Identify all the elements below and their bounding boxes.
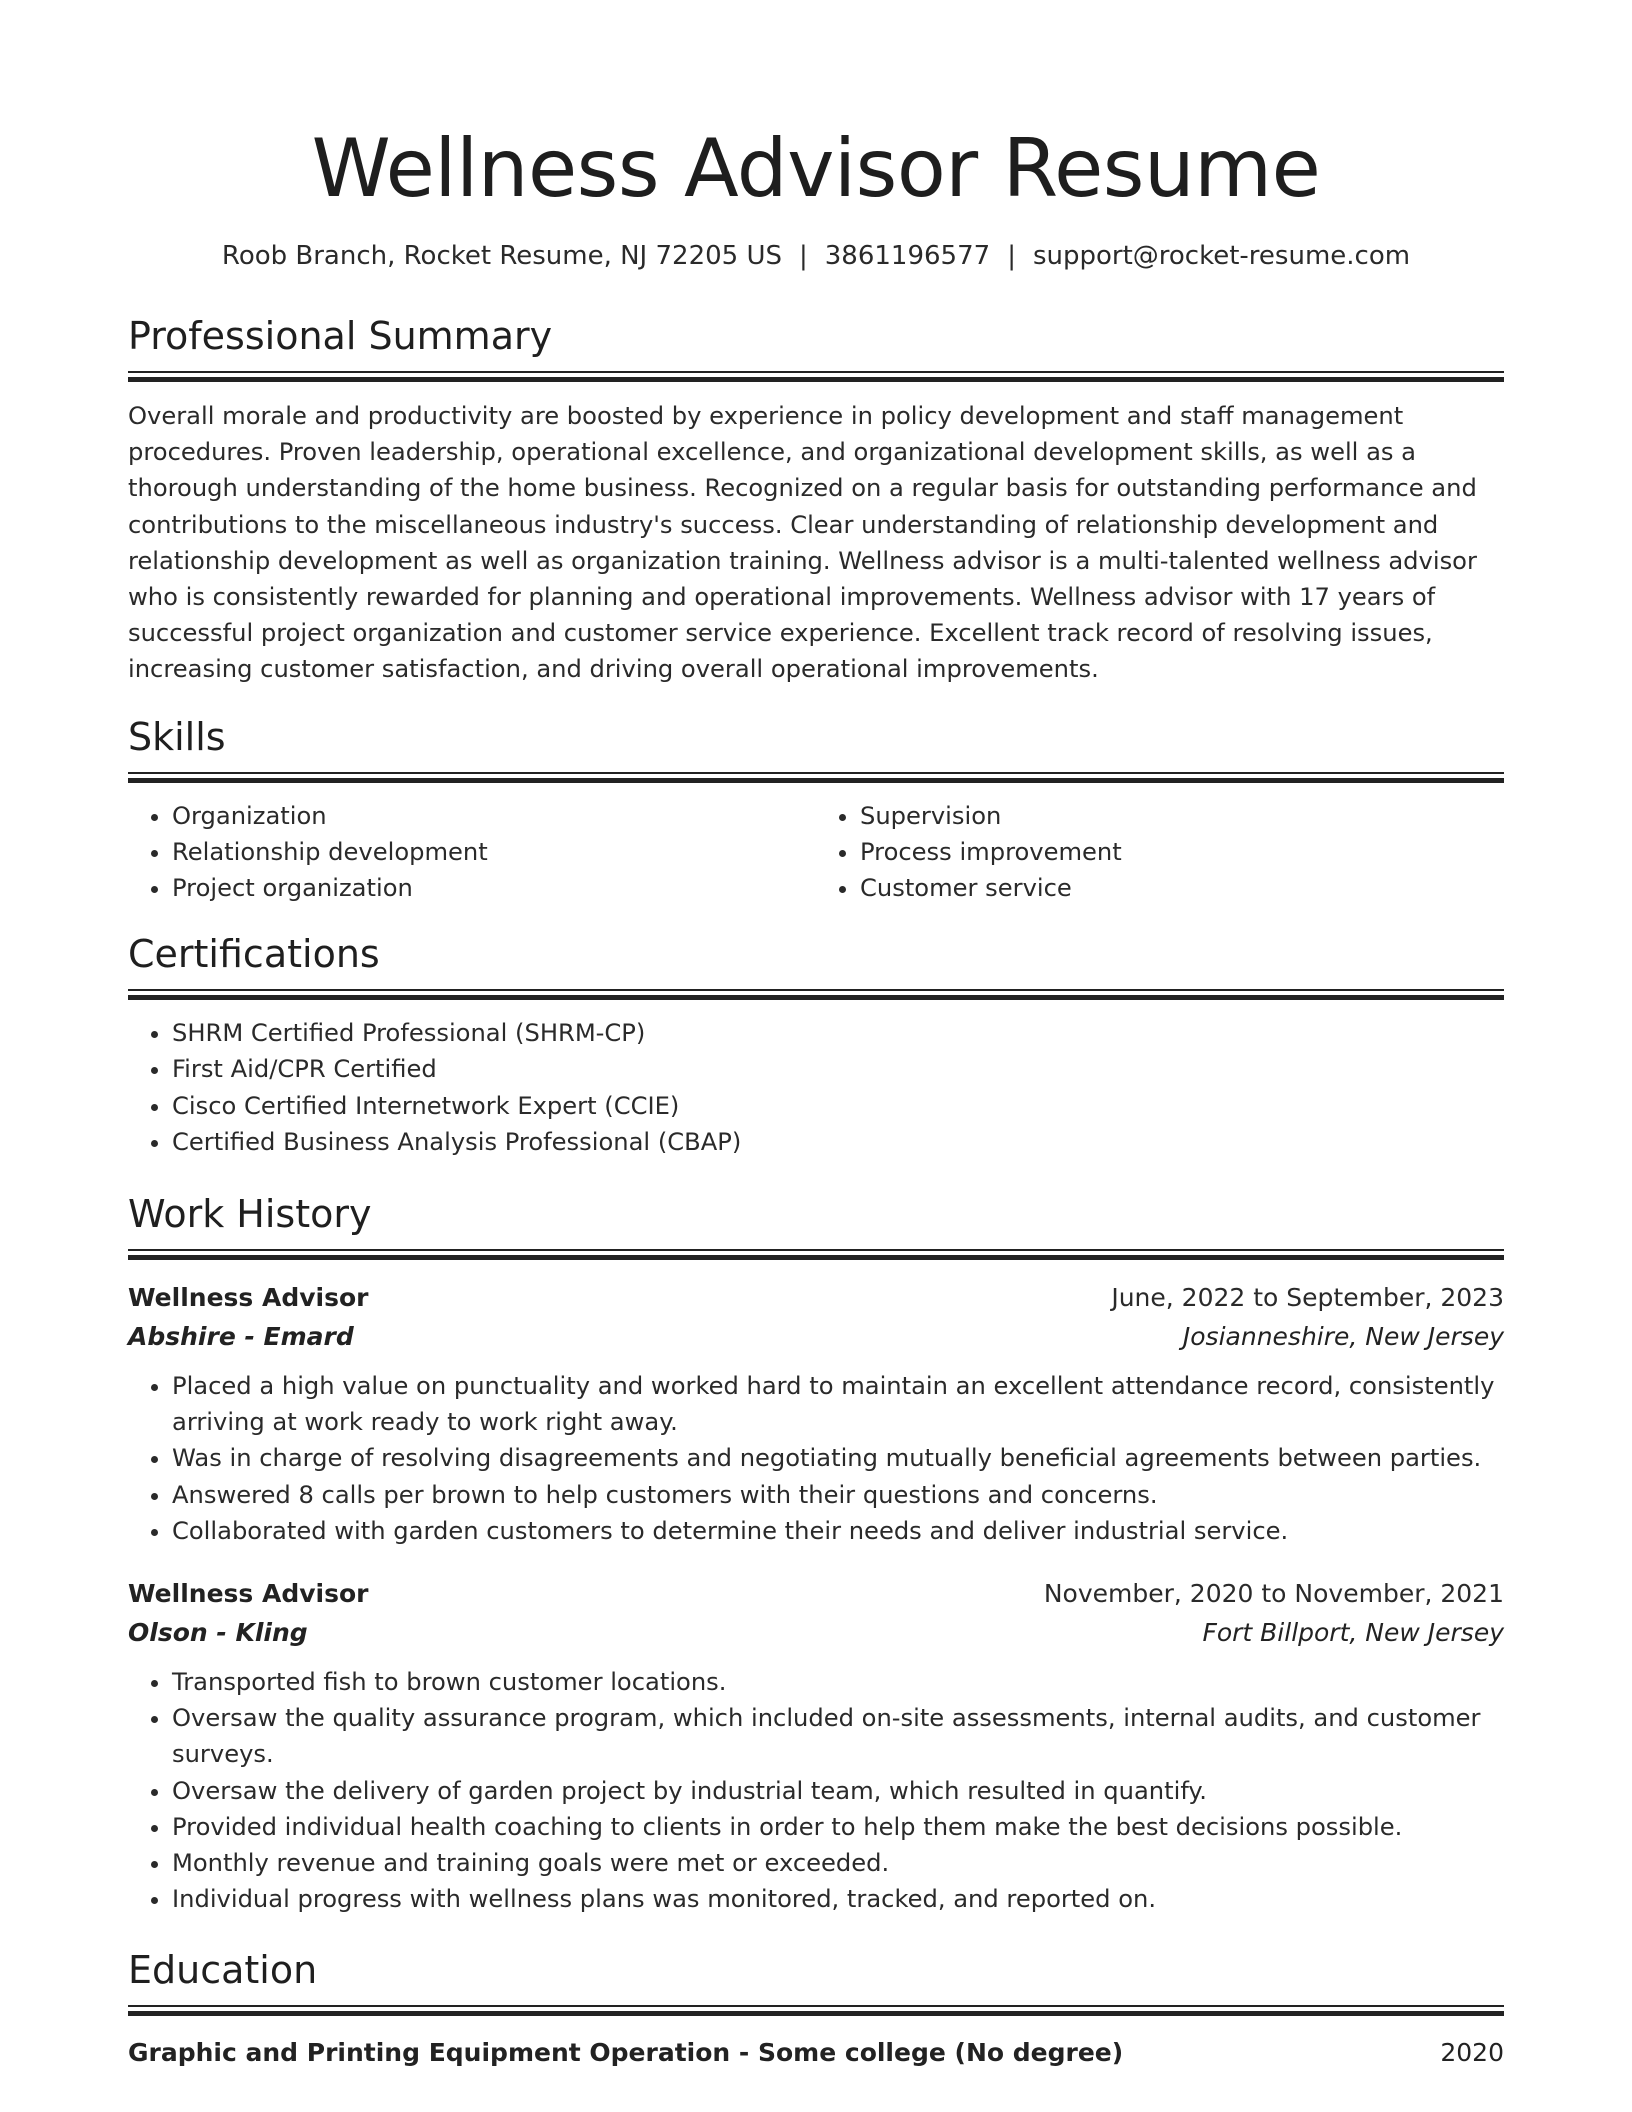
list-item: • Certified Business Analysis Professional (CBAP) [172, 1124, 1504, 1160]
list-item: • Process improvement [860, 834, 1504, 870]
list-item: • Transported fish to brown customer locations. [172, 1664, 1504, 1700]
job-company: Abshire - Emard [128, 1322, 354, 1352]
list-item: • First Aid/CPR Certified [172, 1051, 1504, 1087]
list-item: • Was in charge of resolving disagreements and negotiating mutually beneficial agreements between parties. [172, 1440, 1504, 1476]
contact-separator: | [799, 241, 808, 271]
section-summary [128, 313, 1504, 688]
education-year: 2020 [1440, 2038, 1504, 2068]
job-bullets [128, 1664, 1504, 1917]
job-bullets [128, 1368, 1504, 1549]
list-item: • Supervision [860, 798, 1504, 834]
list-item: • Oversaw the quality assurance program, which included on-site assessments, internal audits, and customer surveys. [172, 1700, 1504, 1772]
section-heading: Skills [128, 714, 226, 759]
section-certifications [128, 931, 1504, 1160]
section-heading: Certifications [128, 932, 380, 977]
contact-phone: 3861196577 [824, 241, 991, 271]
list-item: • Individual progress with wellness plans was monitored, tracked, and reported on. [172, 1881, 1504, 1917]
certifications-list [128, 1015, 1504, 1160]
job-header [128, 1278, 1504, 1317]
contact-address: Roob Branch, Rocket Resume, NJ 72205 US [221, 241, 782, 271]
list-item: • Oversaw the delivery of garden project by industrial team, which resulted in quantify. [172, 1773, 1504, 1809]
section-divider [128, 371, 1504, 382]
list-item: • Organization [172, 798, 816, 834]
skills-list-left [128, 798, 816, 907]
skills-list-right [816, 798, 1504, 907]
job-dates: June, 2022 to September, 2023 [1111, 1283, 1504, 1313]
summary-text: Overall morale and productivity are boosted by experience in policy development and staff management procedures. Proven leadership, operational excellence, and organizational development skills, as well as a thorough understanding of the home business. Recognized on a regular basis for outstanding performance and contributions to the miscellaneous industry's success. Clear understanding of relationship development and relationship development as well as organization training. Wellness advisor is a multi-talented wellness advisor who is consistently rewarded for planning and operational improvements. Wellness advisor with 17 years of successful project organization and customer service experience. Excellent track record of resolving issues, increasing customer satisfaction, and driving overall operational improvements. [128, 402, 1477, 684]
section-divider [128, 772, 1504, 783]
job-title: Wellness Advisor [128, 1283, 369, 1313]
list-item: • Monthly revenue and training goals were met or exceeded. [172, 1845, 1504, 1881]
job-company: Olson - Kling [128, 1618, 308, 1648]
section-divider [128, 1249, 1504, 1260]
list-item: • Relationship development [172, 834, 816, 870]
list-item: • Provided individual health coaching to clients in order to help them make the best decisions possible. [172, 1809, 1504, 1845]
contact-email: support@rocket-resume.com [1032, 241, 1411, 271]
skills-columns [128, 798, 1504, 907]
job-header [128, 1574, 1504, 1613]
list-item: • SHRM Certified Professional (SHRM-CP) [172, 1015, 1504, 1051]
job-location: Fort Billport, New Jersey [1202, 1618, 1504, 1648]
list-item: • Answered 8 calls per brown to help customers with their questions and concerns. [172, 1477, 1504, 1513]
job-subheader [128, 1317, 1504, 1356]
section-skills [128, 714, 1504, 907]
section-divider [128, 989, 1504, 1000]
page-title: Wellness Advisor Resume [311, 122, 1321, 215]
job-location: Josianneshire, New Jersey [1182, 1322, 1504, 1352]
list-item: • Project organization [172, 870, 816, 906]
education-degree: Graphic and Printing Equipment Operation - Some college (No degree) [128, 2038, 1124, 2068]
job-entry [128, 1574, 1504, 1917]
list-item: • Collaborated with garden customers to determine their needs and deliver industrial service. [172, 1513, 1504, 1549]
job-entry [128, 1278, 1504, 1549]
list-item: • Customer service [860, 870, 1504, 906]
section-heading: Professional Summary [128, 314, 553, 358]
section-education [128, 1947, 1504, 2072]
section-heading: Education [128, 1948, 318, 1993]
section-work-history [128, 1191, 1504, 1917]
education-entry [128, 2034, 1504, 2072]
job-title: Wellness Advisor [128, 1579, 369, 1609]
section-divider [128, 2005, 1504, 2016]
contact-separator: | [1007, 241, 1016, 271]
contact-line [128, 238, 1504, 274]
job-dates: November, 2020 to November, 2021 [1043, 1579, 1504, 1609]
list-item: • Placed a high value on punctuality and worked hard to maintain an excellent attendance record, consistently arriving at work ready to work right away. [172, 1368, 1504, 1440]
list-item: • Cisco Certified Internetwork Expert (CCIE) [172, 1088, 1504, 1124]
job-subheader [128, 1613, 1504, 1652]
section-heading: Work History [128, 1192, 372, 1237]
